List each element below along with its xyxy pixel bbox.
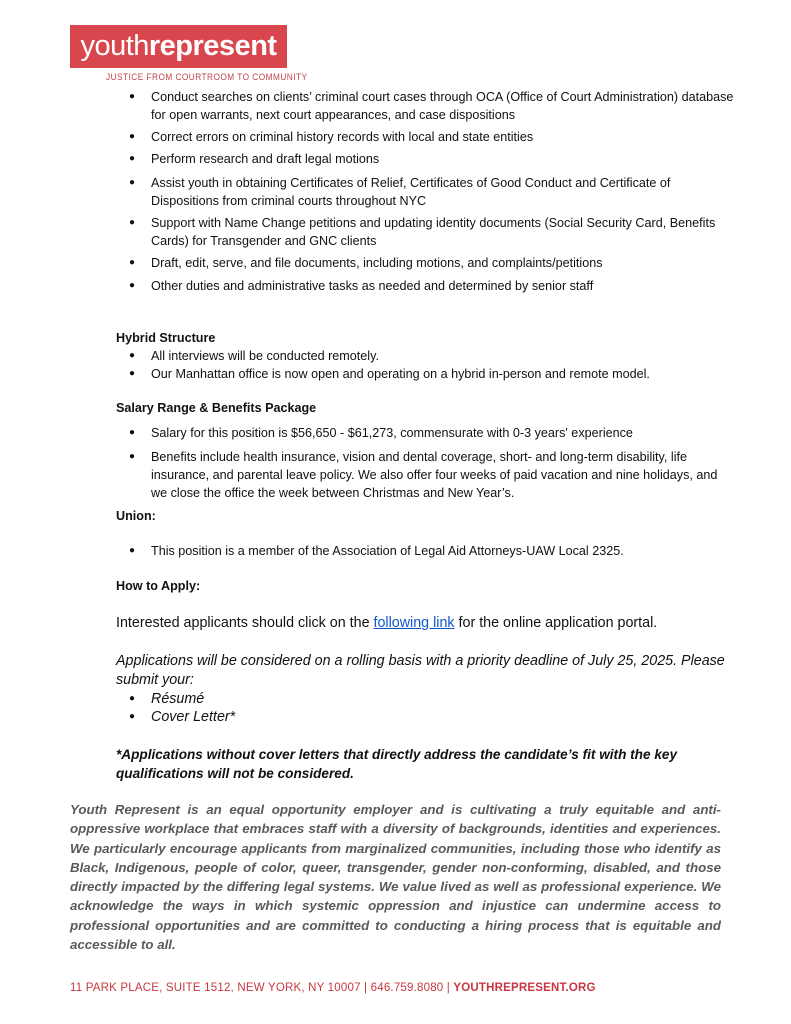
duties-section xyxy=(116,88,736,295)
footer xyxy=(70,982,596,994)
list-item: ● Support with Name Change petitions and updating identity documents (Social Security Card, Benefits Cards) for Transgender and GNC clients xyxy=(116,214,736,250)
list-item: ● Résumé xyxy=(116,690,736,708)
list-item: ● Assist youth in obtaining Certificates of Relief, Certificates of Good Conduct and Certificate of Dispositions from criminal courts throughout NYC xyxy=(116,174,736,210)
application-link[interactable]: following link xyxy=(373,615,455,631)
cover-letter-note: *Applications without cover letters that directly address the candidate’s fit with the key qualifications will not be considered. xyxy=(116,747,678,781)
footer-address: 11 PARK PLACE, SUITE 1512, NEW YORK, NY 10007 | 646.759.8080 | xyxy=(70,982,454,994)
list-item: ● Perform research and draft legal motions xyxy=(116,150,736,168)
list-item: ● This position is a member of the Association of Legal Aid Attorneys-UAW Local 2325. xyxy=(116,542,736,560)
section-heading: Salary Range & Benefits Package xyxy=(116,401,317,415)
section-heading: Union: xyxy=(116,509,156,523)
salary-section xyxy=(116,399,736,502)
list-item: ● Conduct searches on clients’ criminal court cases through OCA (Office of Court Administration) database for open warrants, next court appearances, and case dispositions xyxy=(116,88,736,124)
list-item: ● Cover Letter* xyxy=(116,708,736,726)
apply-section xyxy=(116,577,736,783)
apply-text: Interested applicants should click on the xyxy=(116,615,374,631)
list-item: ● Draft, edit, serve, and file documents, including motions, and complaints/petitions xyxy=(116,254,736,272)
hybrid-section xyxy=(116,329,736,383)
tagline: JUSTICE FROM COURTROOM TO COMMUNITY xyxy=(106,72,308,82)
logo-text-light: youth xyxy=(80,30,149,62)
eeo-statement: Youth Represent is an equal opportunity employer and is cultivating a truly equitable and anti-oppressive workplace that embraces staff with a diversity of backgrounds, identities and experiences. We particularly encourage applicants from marginalized communities, including those who identify as Black, Indigenous, people of color, queer, transgender, gender non-conforming, disabled, and those directly impacted by the differing legal systems. We value lived as well as professional experience. We acknowledge the ways in which systemic oppression and injustice can undermine access to professional opportunities and are committed to conducting a hiring process that is equitable and accessible to all. xyxy=(70,802,721,953)
union-section xyxy=(116,507,736,560)
duties-list xyxy=(116,88,736,295)
list-item: ● Our Manhattan office is now open and operating on a hybrid in-person and remote model. xyxy=(116,365,736,383)
logo-text-bold: represent xyxy=(148,30,277,62)
section-heading: Hybrid Structure xyxy=(116,331,216,345)
section-heading: How to Apply: xyxy=(116,579,201,593)
apply-instructions xyxy=(116,614,736,633)
rolling-basis-text: Applications will be considered on a rolling basis with a priority deadline of July 25, 2025. Please submit your: xyxy=(116,653,725,688)
youth-represent-logo xyxy=(70,25,287,68)
list-item: ● Other duties and administrative tasks as needed and determined by senior staff xyxy=(116,277,736,295)
list-item: ● Salary for this position is $56,650 - $61,273, commensurate with 0-3 years' experience xyxy=(116,424,736,442)
footer-website: YOUTHREPRESENT.ORG xyxy=(453,982,596,994)
apply-text-end: for the online application portal. xyxy=(454,615,658,631)
list-item: ● Benefits include health insurance, vision and dental coverage, short- and long-term disability, life insurance, and parental leave policy. We also offer four weeks of paid vacation and nine holidays, and we close the office the week between Christmas and New Year’s. xyxy=(116,448,736,502)
list-item: ● All interviews will be conducted remotely. xyxy=(116,347,736,365)
list-item: ● Correct errors on criminal history records with local and state entities xyxy=(116,128,736,146)
